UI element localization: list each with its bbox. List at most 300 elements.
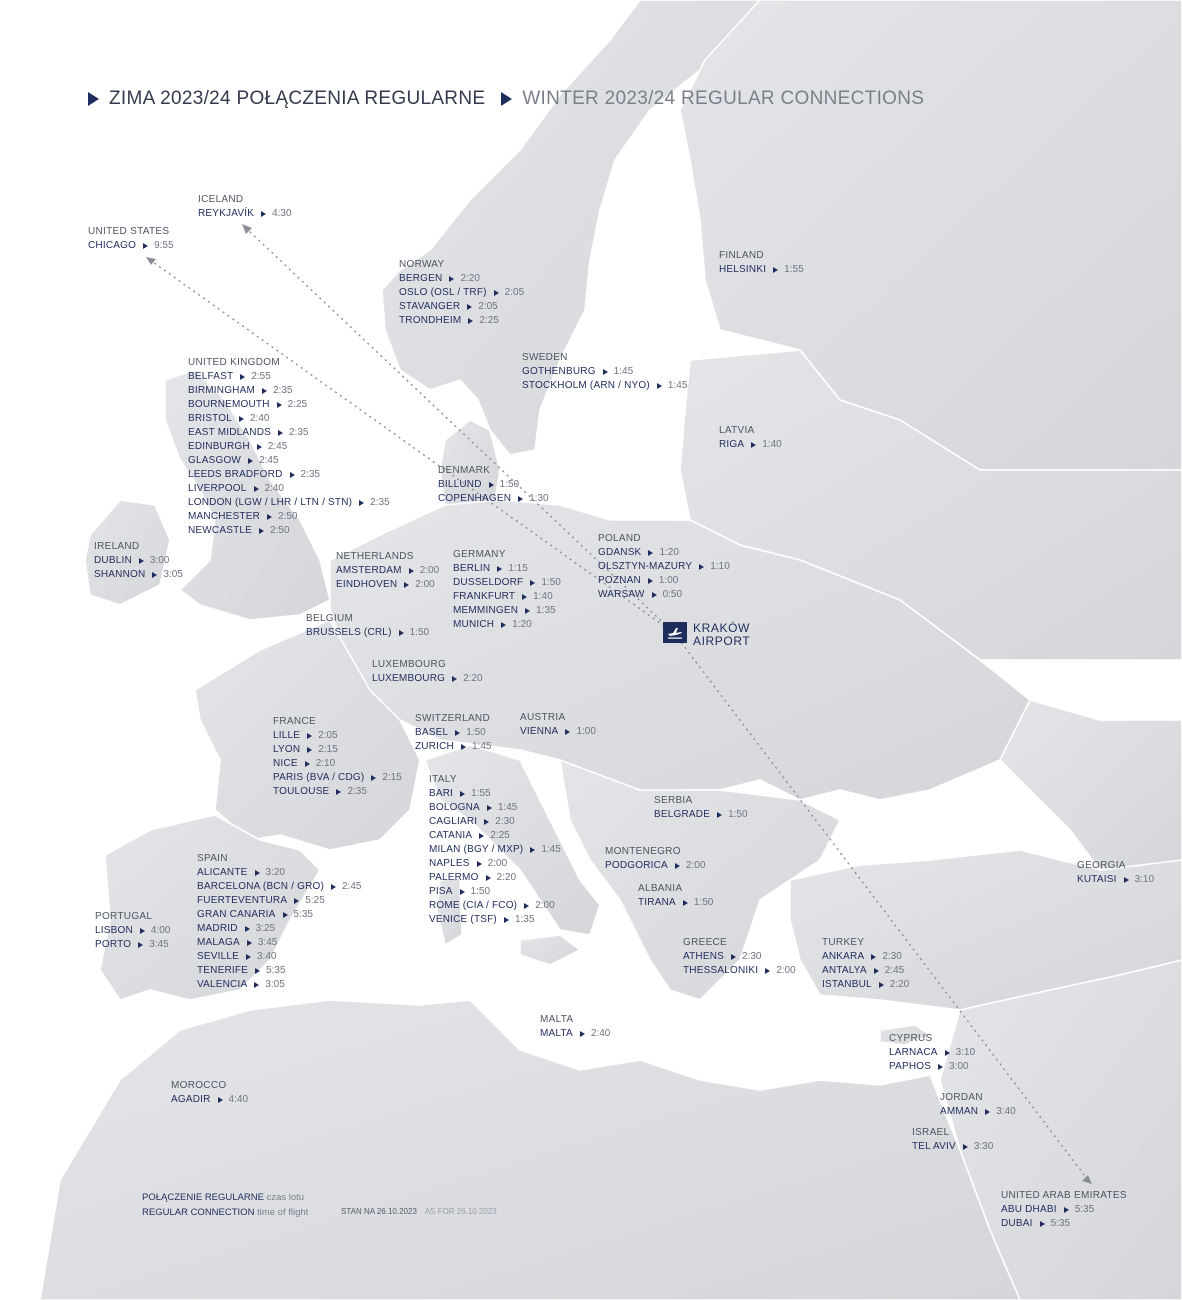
flight-time: 1:50 (466, 727, 486, 738)
route-item[interactable] (273, 757, 402, 771)
route-item[interactable] (197, 964, 361, 978)
flight-time: 2:00 (487, 858, 508, 869)
flight-time: 1:20 (512, 619, 532, 630)
play-arrow-icon (290, 472, 295, 478)
country-group-ireland (94, 540, 183, 582)
play-arrow-icon (489, 482, 494, 488)
route-city: ZURICH (415, 741, 454, 752)
route-city: BARCELONA (BCN / GRO) (197, 881, 324, 892)
flight-time: 3:25 (255, 923, 276, 934)
route-item[interactable] (197, 950, 361, 964)
play-arrow-icon (497, 566, 502, 572)
route-city: COPENHAGEN (438, 493, 512, 504)
flight-time: 5:35 (293, 909, 313, 920)
route-item[interactable] (1001, 1217, 1127, 1231)
legend-pl-value: czas lotu (266, 1192, 305, 1203)
flight-time: 2:15 (382, 772, 402, 783)
flight-time: 1:45 (471, 741, 492, 752)
play-arrow-icon (409, 568, 414, 574)
route-item[interactable] (453, 562, 561, 576)
route-city: CAGLIARI (429, 816, 478, 827)
title-polish: ZIMA 2023/24 POŁĄCZENIA REGULARNE (109, 88, 486, 109)
flight-time: 1:50 (728, 809, 748, 820)
country-group-portugal (95, 910, 170, 952)
route-item[interactable] (438, 492, 549, 506)
route-city: SHANNON (94, 569, 146, 580)
route-item[interactable] (429, 787, 561, 801)
route-item[interactable] (188, 412, 390, 426)
play-arrow-icon (262, 388, 267, 394)
route-item[interactable] (306, 626, 429, 640)
route-item[interactable] (188, 482, 390, 496)
route-item[interactable] (429, 801, 561, 815)
legend (142, 1190, 308, 1220)
route-item[interactable] (188, 426, 390, 440)
route-item[interactable] (399, 314, 524, 328)
country-group-serbia (654, 794, 748, 822)
play-arrow-icon (218, 1097, 223, 1103)
flight-time: 1:50 (409, 627, 430, 638)
route-city: POZNAN (598, 575, 641, 586)
play-arrow-icon (261, 211, 266, 217)
play-arrow-icon (477, 861, 482, 867)
route-item[interactable] (273, 785, 402, 799)
route-item[interactable] (188, 384, 390, 398)
country-name: ICELAND (198, 194, 244, 205)
flight-time: 2:25 (490, 830, 510, 841)
route-item[interactable] (605, 859, 705, 873)
play-arrow-icon (152, 572, 157, 578)
legend-en-key: REGULAR CONNECTION (142, 1207, 255, 1218)
flight-time: 1:00 (658, 575, 679, 586)
flight-time: 2:20 (889, 979, 910, 990)
route-item[interactable] (1077, 873, 1154, 887)
play-arrow-icon (294, 898, 299, 904)
route-city: PISA (429, 886, 453, 897)
route-item[interactable] (453, 604, 561, 618)
route-item[interactable] (372, 672, 483, 686)
flight-time: 2:00 (776, 965, 796, 976)
route-item[interactable] (197, 880, 361, 894)
route-item[interactable] (598, 588, 730, 602)
flight-time: 2:35 (300, 469, 320, 480)
page-title (88, 88, 924, 110)
legend-en-value: time of flight (257, 1207, 309, 1218)
flight-time: 3:05 (163, 569, 183, 580)
route-city: STOCKHOLM (ARN / NYO) (522, 380, 650, 391)
route-item[interactable] (197, 922, 361, 936)
land-caucasus (1000, 700, 1182, 870)
route-item[interactable] (429, 899, 561, 913)
route-item[interactable] (88, 239, 174, 253)
route-item[interactable] (197, 978, 361, 992)
route-city: AMMAN (940, 1106, 979, 1117)
flight-time: 2:20 (496, 872, 517, 883)
route-city: BARI (429, 788, 454, 799)
route-city: AGADIR (171, 1094, 211, 1105)
route-city: BELFAST (188, 371, 234, 382)
flight-time: 1:50 (541, 577, 561, 588)
flight-time: 3:45 (149, 939, 169, 950)
route-city: BERGEN (399, 273, 443, 284)
route-item[interactable] (95, 924, 170, 938)
country-name: ALBANIA (638, 883, 683, 894)
flight-time: 1:55 (784, 264, 804, 275)
play-arrow-icon (460, 791, 465, 797)
hub-line1: KRAKÓW (693, 621, 750, 635)
country-name: GERMANY (453, 549, 506, 560)
flight-time: 4:00 (150, 925, 171, 936)
flight-time: 2:40 (250, 413, 270, 424)
flight-time: 3:00 (949, 1061, 969, 1072)
country-name: JORDAN (940, 1092, 983, 1103)
route-city: WARSAW (598, 589, 645, 600)
play-arrow-icon (240, 374, 245, 380)
country-name: PORTUGAL (95, 911, 153, 922)
play-arrow-icon (731, 954, 736, 960)
play-arrow-icon (1040, 1221, 1045, 1227)
route-city: BRISTOL (188, 413, 233, 424)
route-city: RIGA (719, 439, 745, 450)
route-item[interactable] (638, 896, 713, 910)
route-city: ALICANTE (197, 867, 248, 878)
play-arrow-icon (460, 889, 465, 895)
route-city: NEWCASTLE (188, 525, 253, 536)
route-item[interactable] (197, 894, 361, 908)
route-item[interactable] (188, 510, 390, 524)
route-item[interactable] (522, 365, 687, 379)
krakow-airport-label (693, 622, 750, 648)
route-city: PALERMO (429, 872, 479, 883)
play-arrow-icon (277, 402, 282, 408)
route-item[interactable] (429, 829, 561, 843)
flight-time: 2:35 (347, 786, 367, 797)
play-arrow-icon (305, 761, 310, 767)
flight-time: 2:05 (478, 301, 498, 312)
route-item[interactable] (399, 272, 524, 286)
status-pl: STAN NA 26.10.2023 (341, 1207, 417, 1216)
route-item[interactable] (438, 478, 549, 492)
flight-time: 2:30 (742, 951, 762, 962)
flight-time: 2:45 (342, 881, 362, 892)
country-group-poland (598, 532, 730, 602)
route-city: MILAN (BGY / MXP) (429, 844, 524, 855)
route-city: ROME (CIA / FCO) (429, 900, 518, 911)
flight-time: 1:10 (710, 561, 730, 572)
route-city: LARNACA (889, 1047, 938, 1058)
country-group-united-states (88, 225, 174, 253)
play-arrow-icon (963, 1144, 968, 1150)
route-item[interactable] (197, 908, 361, 922)
route-item[interactable] (188, 496, 390, 510)
route-city: GRAN CANARIA (197, 909, 276, 920)
flight-time: 2:25 (479, 315, 499, 326)
route-item[interactable] (598, 546, 730, 560)
route-city: GOTHENBURG (522, 366, 596, 377)
play-arrow-icon (307, 747, 312, 753)
hub-line2: AIRPORT (693, 634, 751, 648)
route-item[interactable] (273, 743, 402, 757)
route-item[interactable] (197, 936, 361, 950)
route-item[interactable] (188, 398, 390, 412)
route-city: BELGRADE (654, 809, 711, 820)
country-group-belgium (306, 612, 429, 640)
play-arrow-icon (765, 968, 770, 974)
play-arrow-icon (479, 833, 484, 839)
route-city: BILLUND (438, 479, 482, 490)
play-arrow-icon (278, 430, 283, 436)
route-item[interactable] (429, 913, 561, 927)
route-item[interactable] (429, 885, 561, 899)
route-item[interactable] (429, 857, 561, 871)
airplane-icon (663, 622, 687, 643)
country-group-georgia (1077, 859, 1154, 887)
play-arrow-icon (331, 884, 336, 890)
route-city: ISTANBUL (822, 979, 872, 990)
flight-time: 5:35 (1050, 1218, 1071, 1229)
play-arrow-icon (245, 926, 250, 932)
route-item[interactable] (912, 1140, 993, 1154)
play-arrow-icon (139, 558, 144, 564)
country-group-united-arab-emirates (1001, 1189, 1127, 1231)
flight-time: 2:50 (270, 525, 290, 536)
route-city: ABU DHABI (1001, 1204, 1057, 1215)
route-item[interactable] (188, 440, 390, 454)
play-arrow-icon (359, 500, 364, 506)
route-city: LIVERPOOL (188, 483, 247, 494)
route-item[interactable] (399, 300, 524, 314)
flight-time: 9:55 (154, 240, 174, 251)
flight-time: 2:00 (535, 900, 555, 911)
play-arrow-icon (247, 940, 252, 946)
route-item[interactable] (188, 524, 390, 538)
route-city: VIENNA (520, 726, 559, 737)
route-item[interactable] (453, 576, 561, 590)
route-item[interactable] (889, 1060, 975, 1074)
route-city: EDINBURGH (188, 441, 250, 452)
flight-time: 1:40 (533, 591, 553, 602)
route-item[interactable] (95, 938, 170, 952)
flight-time: 3:40 (256, 951, 277, 962)
flight-time: 3:00 (149, 555, 170, 566)
flight-time: 2:15 (318, 744, 338, 755)
country-group-israel (912, 1126, 993, 1154)
route-city: STAVANGER (399, 301, 461, 312)
route-item[interactable] (940, 1105, 1016, 1119)
flight-time: 2:35 (273, 385, 293, 396)
route-city: LYON (273, 744, 301, 755)
route-item[interactable] (429, 843, 561, 857)
flight-time: 3:05 (265, 979, 285, 990)
land-sicily (520, 935, 580, 965)
route-item[interactable] (94, 554, 183, 568)
route-item[interactable] (453, 590, 561, 604)
status-date (341, 1207, 497, 1216)
country-name: IRELAND (94, 541, 140, 552)
flight-time: 2:40 (264, 483, 284, 494)
play-arrow-icon (267, 514, 272, 520)
play-arrow-icon (603, 369, 608, 375)
country-name: FINLAND (719, 250, 764, 261)
route-item[interactable] (197, 866, 361, 880)
flight-time: 1:00 (576, 726, 596, 737)
route-item[interactable] (336, 578, 439, 592)
play-arrow-icon (525, 608, 530, 614)
route-item[interactable] (598, 560, 730, 574)
flight-time: 2:10 (315, 758, 336, 769)
flight-time: 2:45 (259, 455, 279, 466)
route-item[interactable] (719, 263, 804, 277)
route-item[interactable] (654, 808, 748, 822)
route-city: VALENCIA (197, 979, 248, 990)
play-arrow-icon (522, 594, 527, 600)
country-group-france (273, 715, 402, 799)
flight-time: 1:45 (497, 802, 518, 813)
flight-time: 2:00 (419, 565, 440, 576)
flight-time: 1:40 (762, 439, 782, 450)
route-item[interactable] (273, 729, 402, 743)
flight-time: 5:35 (1074, 1204, 1095, 1215)
land-north-africa (40, 1000, 1020, 1300)
country-name: LUXEMBOURG (372, 659, 447, 670)
play-arrow-icon (773, 267, 778, 273)
route-city: LISBON (95, 925, 133, 936)
route-item[interactable] (198, 207, 292, 221)
country-name: ITALY (429, 774, 457, 785)
legend-pl-key: POŁĄCZENIE REGULARNE (142, 1192, 264, 1203)
play-arrow-icon (461, 744, 466, 750)
route-item[interactable] (520, 725, 596, 739)
flight-time: 0:50 (662, 589, 683, 600)
country-name: SWEDEN (522, 352, 568, 363)
play-arrow-icon (248, 458, 253, 464)
route-item[interactable] (415, 740, 491, 754)
route-item[interactable] (822, 950, 909, 964)
route-item[interactable] (1001, 1203, 1127, 1217)
play-arrow-icon (565, 729, 570, 735)
flight-time: 3:10 (1134, 874, 1155, 885)
play-arrow-icon (455, 730, 460, 736)
country-name: SWITZERLAND (415, 713, 490, 724)
country-group-cyprus (889, 1032, 975, 1074)
flight-time: 2:35 (289, 427, 309, 438)
route-item[interactable] (453, 618, 561, 632)
route-city: MALAGA (197, 937, 240, 948)
route-item[interactable] (171, 1093, 248, 1107)
country-group-denmark (438, 464, 549, 506)
route-city: TENERIFE (197, 965, 249, 976)
route-item[interactable] (683, 950, 796, 964)
flight-time: 2:30 (882, 951, 902, 962)
play-arrow-icon (257, 444, 262, 450)
flight-time: 2:45 (884, 965, 905, 976)
route-item[interactable] (399, 286, 524, 300)
country-name: SERBIA (654, 795, 693, 806)
flight-time: 1:50 (499, 479, 520, 490)
flight-time: 3:20 (265, 867, 285, 878)
country-group-malta (540, 1013, 610, 1041)
country-name: POLAND (598, 533, 641, 544)
play-arrow-icon (648, 550, 653, 556)
route-item[interactable] (336, 564, 439, 578)
play-arrow-icon (699, 564, 704, 570)
route-city: BRUSSELS (CRL) (306, 627, 392, 638)
route-city: GLASGOW (188, 455, 242, 466)
route-item[interactable] (188, 468, 390, 482)
route-city: HELSINKI (719, 264, 767, 275)
flight-time: 1:45 (541, 844, 561, 855)
route-city: CATANIA (429, 830, 473, 841)
route-item[interactable] (540, 1027, 610, 1041)
route-item[interactable] (598, 574, 730, 588)
country-group-spain (197, 852, 361, 992)
flight-time: 2:25 (287, 399, 308, 410)
play-arrow-icon (255, 870, 260, 876)
play-arrow-icon (239, 416, 244, 422)
route-item[interactable] (188, 454, 390, 468)
route-item[interactable] (889, 1046, 975, 1060)
route-item[interactable] (719, 438, 782, 452)
route-city: MUNICH (453, 619, 495, 630)
play-arrow-icon (449, 276, 454, 282)
play-arrow-icon (945, 1050, 950, 1056)
country-name: AUSTRIA (520, 712, 566, 723)
flight-time: 2:00 (685, 860, 706, 871)
flight-time: 2:50 (278, 511, 298, 522)
route-city: OSLO (OSL / TRF) (399, 287, 487, 298)
route-item[interactable] (415, 726, 491, 740)
route-city: AMSTERDAM (336, 565, 402, 576)
route-item[interactable] (822, 964, 909, 978)
country-group-luxembourg (372, 658, 483, 686)
country-group-united-kingdom (188, 356, 390, 538)
route-item[interactable] (273, 771, 402, 785)
flight-time: 1:45 (667, 380, 688, 391)
country-name: UNITED STATES (88, 226, 170, 237)
flight-time: 2:05 (504, 287, 525, 298)
country-name: GEORGIA (1077, 860, 1126, 871)
route-city: OLSZTYN-MAZURY (598, 561, 693, 572)
flight-time: 2:40 (590, 1028, 611, 1039)
flight-time: 1:20 (659, 547, 679, 558)
route-item[interactable] (94, 568, 183, 582)
route-item[interactable] (522, 379, 687, 393)
country-group-turkey (822, 936, 909, 992)
country-group-italy (429, 773, 561, 927)
legend-polish (142, 1190, 308, 1205)
route-city: LONDON (LGW / LHR / LTN / STN) (188, 497, 353, 508)
play-arrow-icon (143, 243, 148, 249)
flight-time: 2:05 (318, 730, 338, 741)
play-arrow-icon (307, 733, 312, 739)
route-item[interactable] (429, 871, 561, 885)
play-arrow-icon (985, 1109, 990, 1115)
flight-time: 3:40 (996, 1106, 1016, 1117)
route-item[interactable] (188, 370, 390, 384)
route-city: NAPLES (429, 858, 470, 869)
route-item[interactable] (683, 964, 796, 978)
route-item[interactable] (822, 978, 909, 992)
flight-time: 3:10 (955, 1047, 976, 1058)
flight-time: 5:35 (266, 965, 286, 976)
route-city: PODGORICA (605, 860, 668, 871)
krakow-airport-marker[interactable] (663, 622, 750, 648)
route-city: DUBLIN (94, 555, 132, 566)
route-item[interactable] (429, 815, 561, 829)
country-name: NORWAY (399, 259, 445, 270)
flight-time: 1:50 (470, 886, 491, 897)
play-arrow-icon (938, 1064, 943, 1070)
